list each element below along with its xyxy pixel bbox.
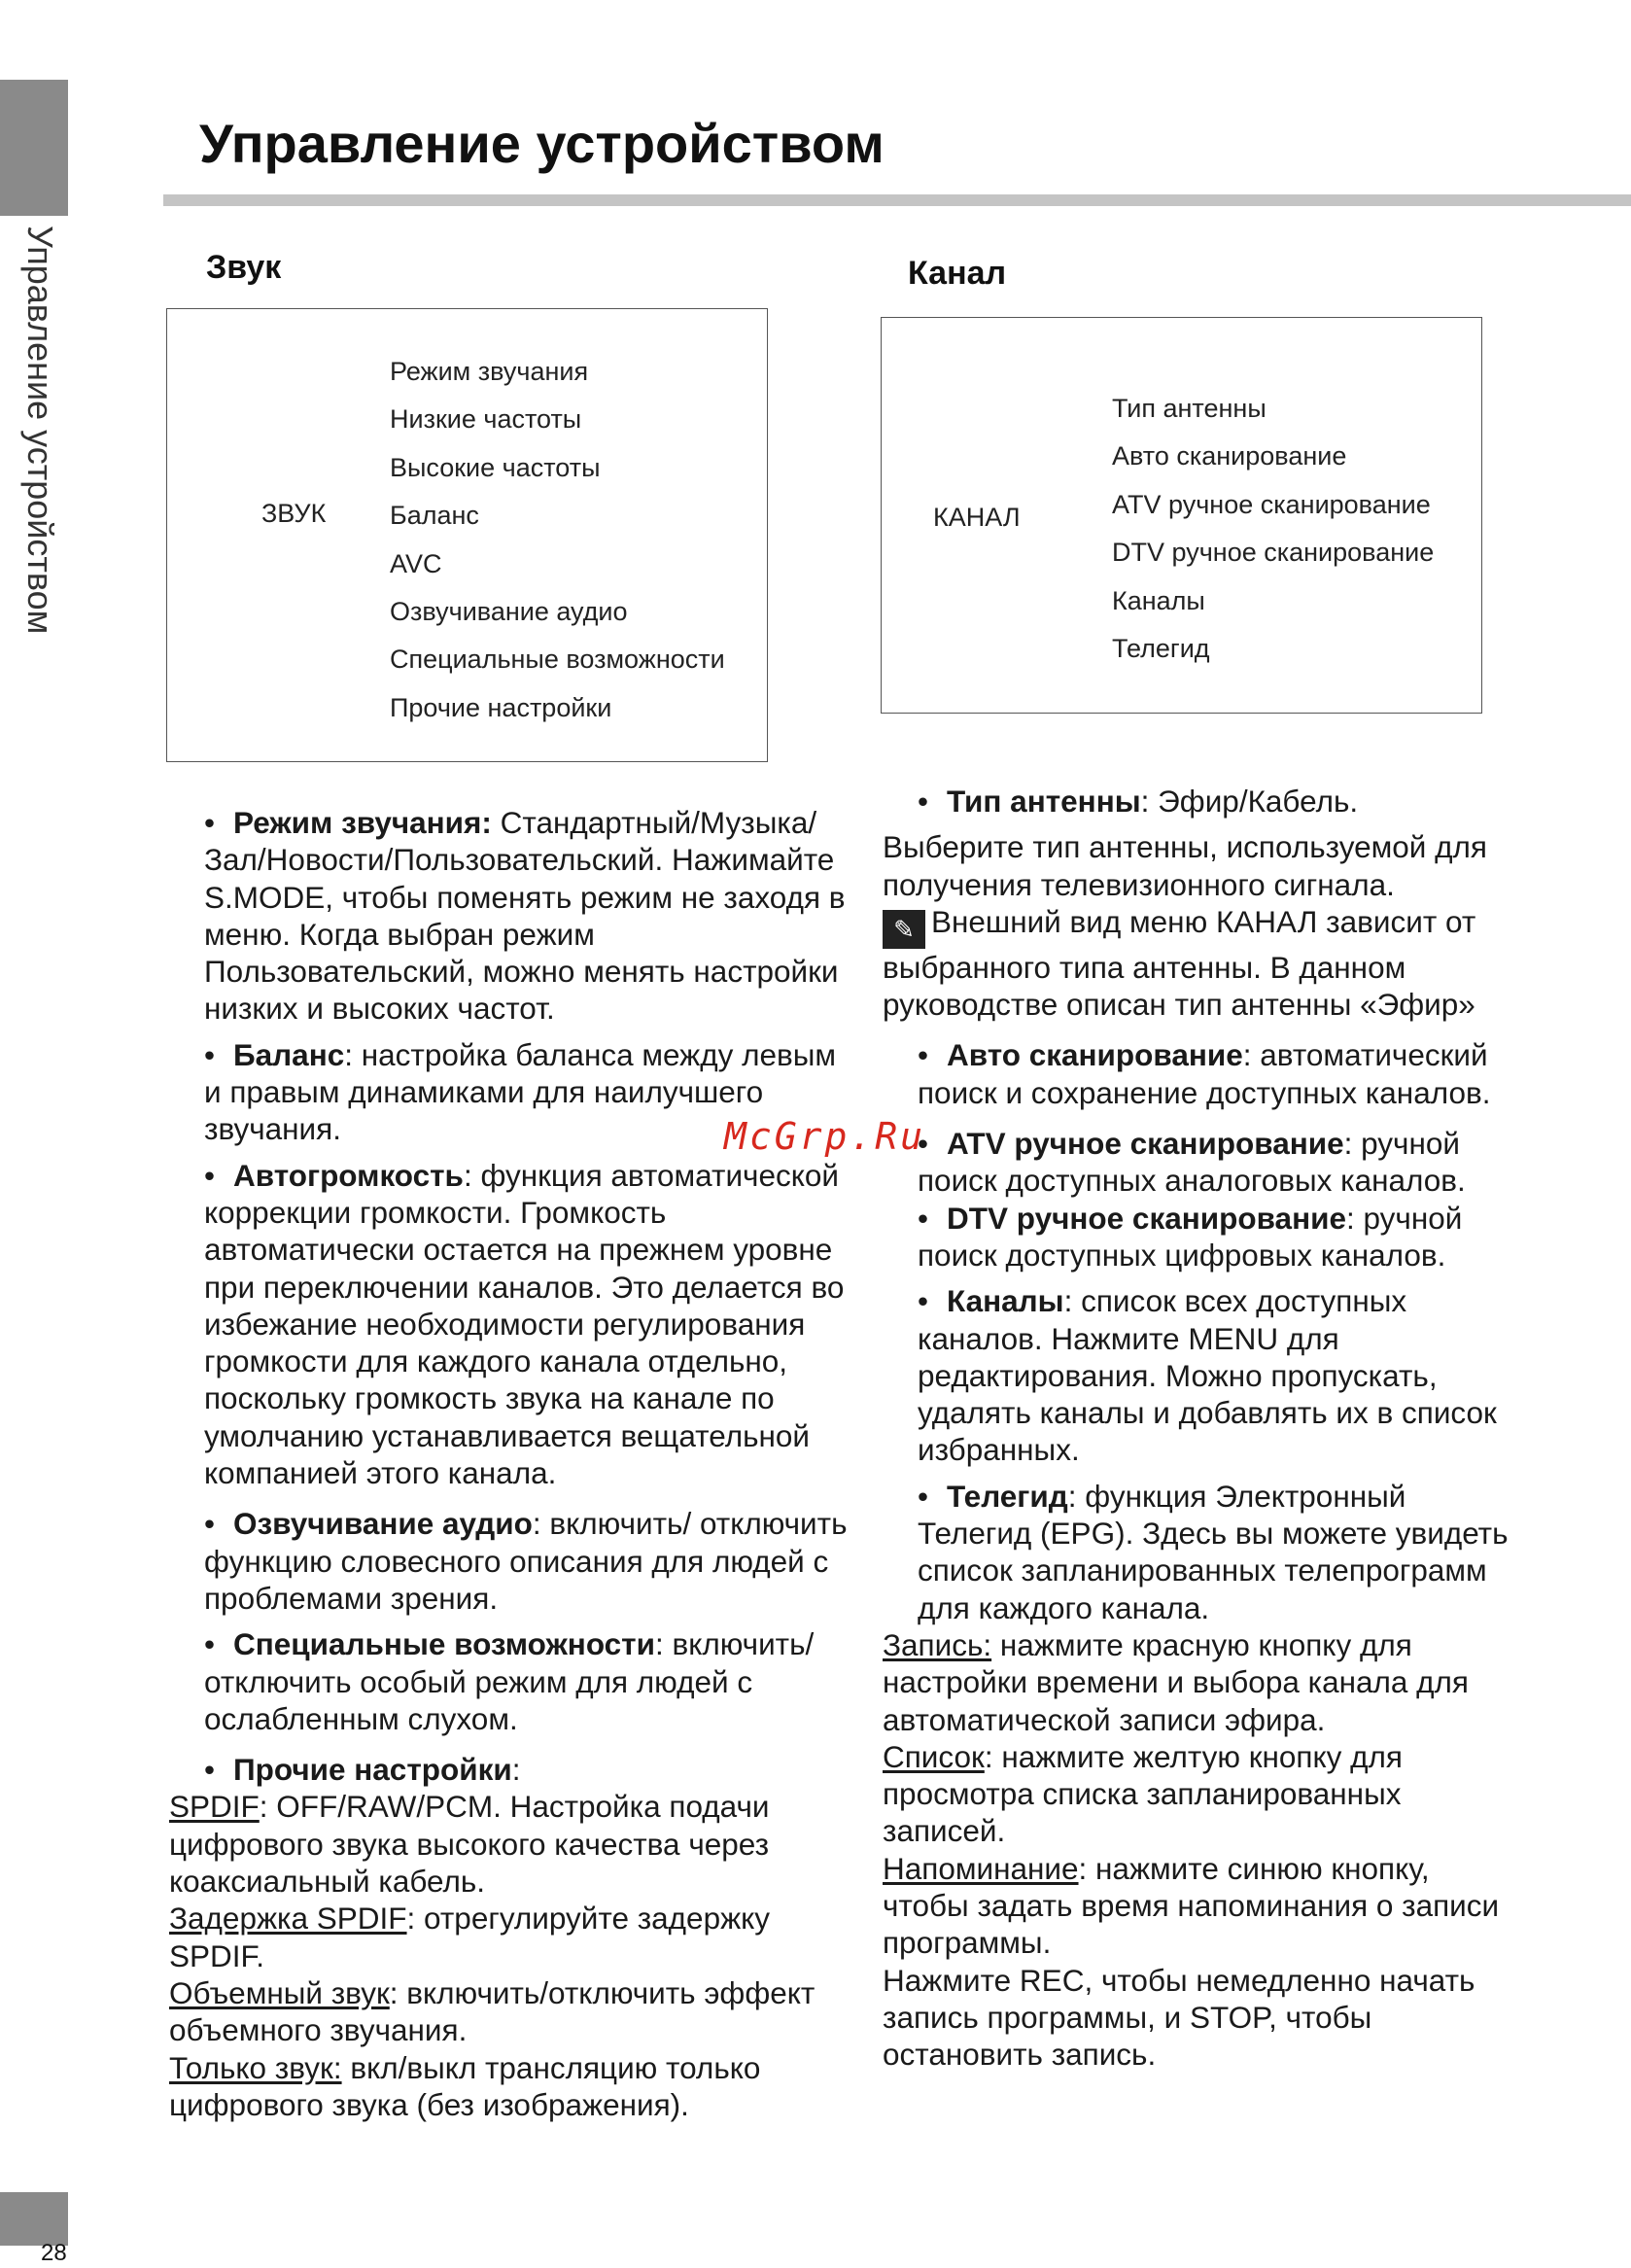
auto-scan-paragraph: • Авто сканирование: автоматический поиск и сохранение доступных каналов. [883,1036,1524,1111]
channels-paragraph: • Каналы: список всех доступных каналов. Нажмите MENU для редактирования. Можно пропускать, удалять каналы и добавлять их в список избранных. [883,1282,1524,1468]
side-tab-marker [0,80,68,216]
menu-item: Авто сканирование [1112,441,1347,471]
antenna-type-paragraph: • Тип антенны: Эфир/Кабель. [883,783,1524,820]
menu-item: ATV ручное сканирование [1112,489,1431,519]
menu-item: Режим звучания [390,357,589,386]
channel-menu-name: КАНАЛ [933,503,1021,532]
sound-menu-name: ЗВУК [261,499,327,528]
record-paragraph: Запись: нажмите красную кнопку для настройки времени и выбора канала для автоматической записи эфира. [883,1626,1469,1737]
title-divider [163,194,1631,206]
menu-item: Телегид [1112,633,1210,663]
menu-item: DTV ручное сканирование [1112,538,1435,568]
other-settings-paragraph: • Прочие настройки: [169,1751,854,1788]
epg-paragraph: • Телегид: функция Электронный Телегид (EPG). Здесь вы можете увидеть список запланированных телепрограмм для каждого канала. [883,1478,1524,1626]
page-number-tab [0,2192,68,2246]
side-chapter-title: Управление устройством [20,226,60,635]
atv-scan-paragraph: • ATV ручное сканирование: ручной поиск доступных аналоговых каналов. [883,1125,1524,1200]
rec-stop-paragraph: Нажмите REC, чтобы немедленно начать запись программы, и STOP, чтобы остановить запись. [883,1962,1475,2073]
spdif-delay-paragraph: Задержка SPDIF: отрегулируйте задержку SPDIF. [169,1901,771,1973]
menu-item: AVC [390,548,442,578]
reminder-paragraph: Напоминание: нажмите синюю кнопку, чтобы задать время напоминания о записи программы. [883,1850,1500,1961]
menu-item: Низкие частоты [390,404,582,435]
channel-heading: Канал [908,255,1007,292]
audio-description-paragraph: • Озвучивание аудио: включить/ отключить функцию словесного описания для людей с проблемами зрения. [169,1505,854,1617]
auto-volume-paragraph: • Автогромкость: функция автоматической коррекции громкости. Громкость автоматически остается на прежнем уровне при переключении каналов. Это делается во избежание необходимости регулирования громкости для каждого канала отдельно, поскольку громкость звука на канале по умолчанию устанавливается вещательной компанией этого канала. [169,1157,854,1492]
channel-menu-items [1112,385,1434,673]
sound-description-column [169,804,854,2123]
surround-paragraph: Объемный звук: включить/отключить эффект объемного звучания. [169,1974,816,2048]
sound-heading: Звук [206,249,282,286]
sound-mode-paragraph: • Режим звучания: Стандартный/Музыка/ Зал/Новости/Пользовательский. Нажимайте S.MODE, чтобы поменять режим не заходя в меню. Когда выбран режим Пользовательский, можно менять настройки низких и высоких частот. [169,804,854,1028]
menu-item: Специальные возможности [390,645,725,675]
note-pencil-icon: ✎ [883,910,925,949]
menu-item: Высокие частоты [390,452,601,482]
page-title: Управление устройством [199,113,885,174]
dtv-scan-paragraph: • DTV ручное сканирование: ручной поиск доступных цифровых каналов. [883,1200,1524,1274]
menu-item: Прочие настройки [390,692,612,722]
audio-only-paragraph: Только звук: вкл/выкл трансляцию только цифрового звука (без изображения). [169,2049,761,2122]
watermark: McGrp.Ru [724,1115,926,1158]
sound-menu-box [166,308,768,762]
channel-description-column [883,783,1524,2074]
channel-menu-box [881,317,1482,714]
list-paragraph: Список: нажмите желтую кнопку для просмотра списка запланированных записей. [883,1738,1403,1849]
special-features-paragraph: • Специальные возможности: включить/отключить особый режим для людей с ослабленным слухом. [169,1625,854,1737]
antenna-description: Выберите тип антенны, используемой для получения телевизионного сигнала. [883,829,1487,902]
menu-item: Озвучивание аудио [390,596,628,626]
menu-item: Баланс [390,501,479,531]
page-number: 28 [41,2240,67,2266]
menu-item: Каналы [1112,585,1205,615]
balance-paragraph: • Баланс: настройка баланса между левым и правым динамиками для наилучшего звучания. [169,1036,854,1148]
menu-item: Тип антенны [1112,394,1267,423]
antenna-note: ✎ Внешний вид меню КАНАЛ зависит от выбранного типа антенны. В данном руководстве описан тип антенны «Эфир» [883,903,1476,1023]
sound-menu-items [390,348,725,732]
spdif-paragraph: SPDIF: OFF/RAW/PCM. Настройка подачи цифрового звука высокого качества через коаксиальный кабель. [169,1789,770,1900]
